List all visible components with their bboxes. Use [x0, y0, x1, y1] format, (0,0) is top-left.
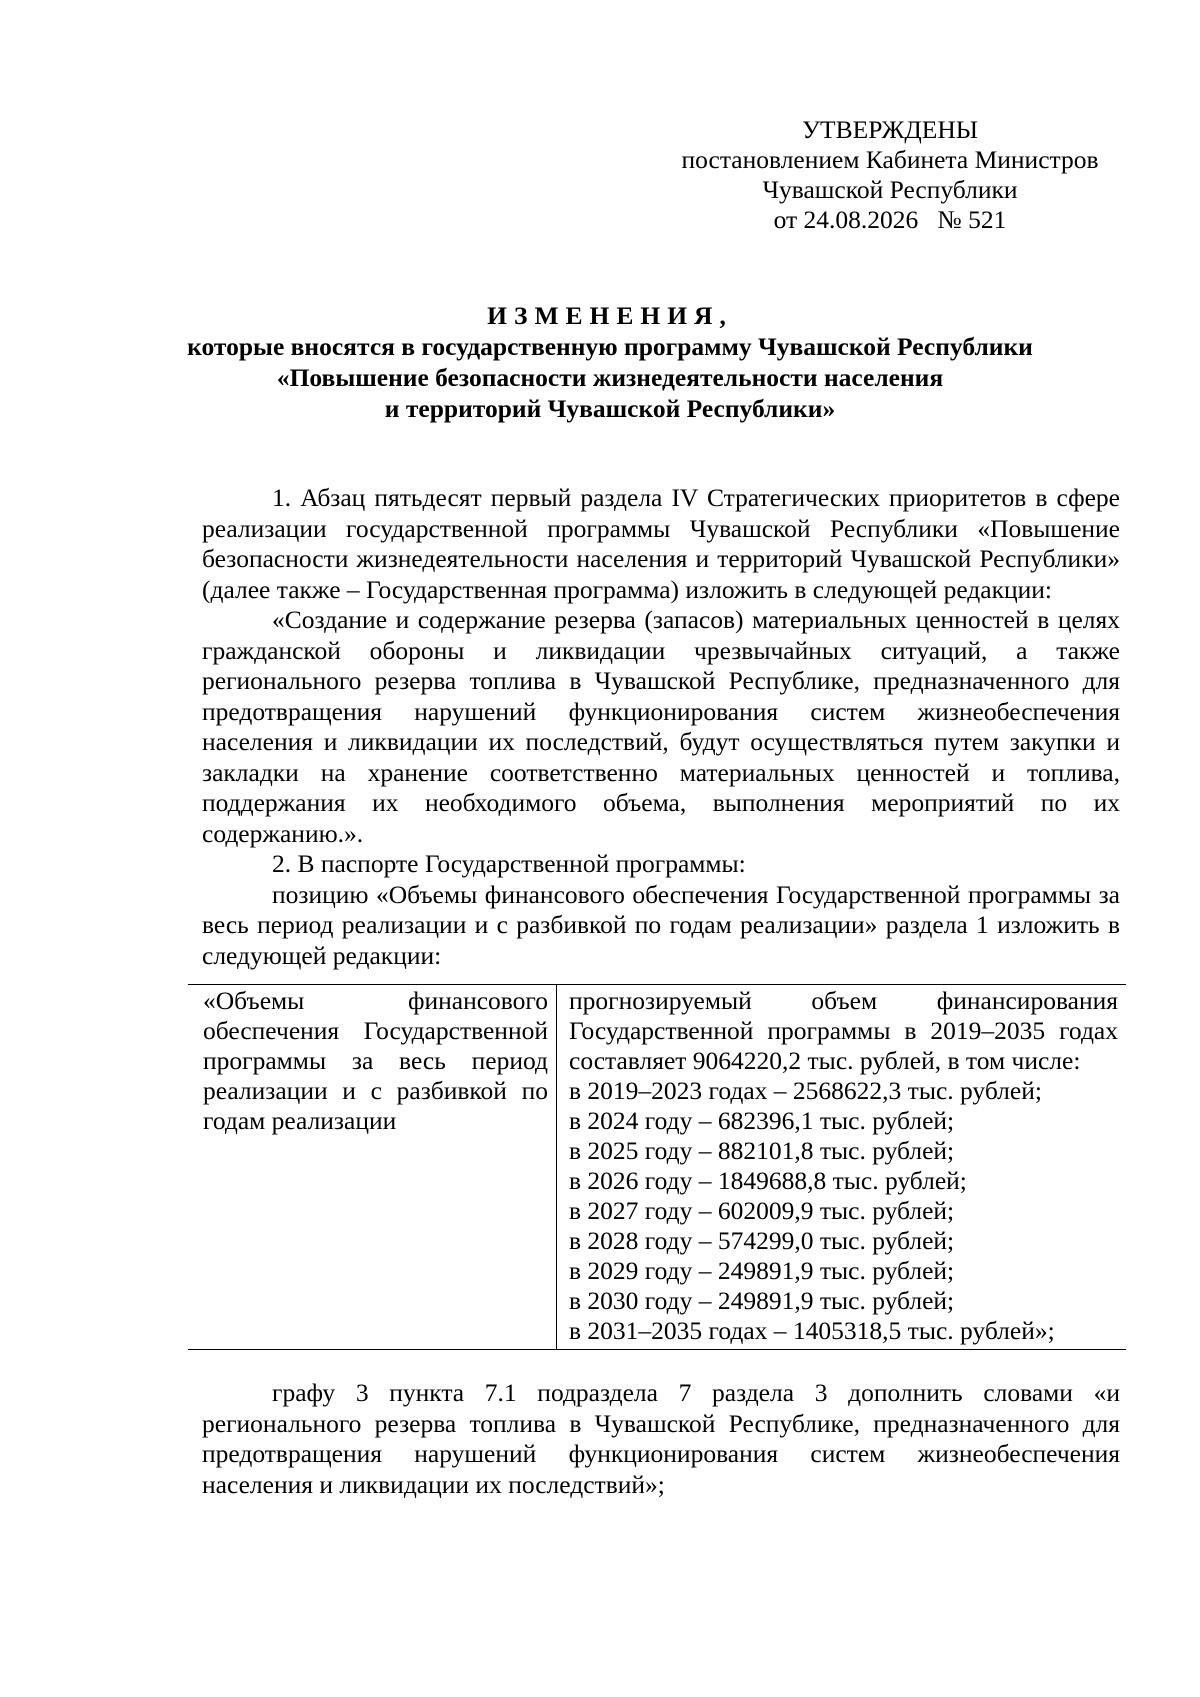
document-title [150, 300, 1070, 424]
finance-line: в 2026 году – 1849688,8 тыс. рублей; [569, 1166, 967, 1195]
table-cell-label: «Объемы финансового обеспечения Государственной программы за весь период реализации и с разбивкой по годам реализации [188, 985, 557, 1350]
finance-line: в 2025 году – 882101,8 тыс. рублей; [569, 1136, 955, 1165]
approval-stamp [660, 115, 1120, 235]
finance-table [188, 984, 1126, 1350]
finance-line: в 2019–2023 годах – 2568622,3 тыс. рублей; [569, 1076, 1042, 1105]
finance-line: в 2027 году – 602009,9 тыс. рублей; [569, 1196, 955, 1225]
finance-line: в 2028 году – 574299,0 тыс. рублей; [569, 1226, 955, 1255]
paragraph-after: графу 3 пункта 7.1 подраздела 7 раздела 3 дополнить словами «и регионального резерва топлива в Чувашской Республике, предназначенного для предотвращения нарушений функционирования систем жизнеобеспечения населения и ликвидации их последствий»; [202, 1378, 1120, 1499]
approval-line-2: постановлением Кабинета Министров [681, 145, 1099, 174]
table-row [188, 985, 1126, 1350]
approval-line-4: от 24.08.2026 № 521 [773, 205, 1007, 234]
paragraph-quote: «Создание и содержание резерва (запасов) материальных ценностей в целях гражданской обороны и ликвидации чрезвычайных ситуаций, а также регионального резерва топлива в Чувашской Республике, предназначенного для предотвращения нарушений функционирования систем жизнеобеспечения населения и ликвидации их последствий, будут осуществляться путем закупки и закладки на хранение соответственно материальных ценностей и топлива, поддержания их необходимого объема, выполнения мероприятий по их содержанию.». [202, 605, 1120, 848]
approval-line-1: УТВЕРЖДЕНЫ [802, 115, 978, 144]
approval-line-3: Чувашской Республики [762, 175, 1018, 204]
title-line-1: которые вносятся в государственную программу Чувашской Республики [187, 332, 1033, 361]
paragraph-1: 1. Абзац пятьдесят первый раздела IV Стратегических приоритетов в сфере реализации государственной программы Чувашской Республики «Повышение безопасности жизнедеятельности населения и территорий Чувашской Республики» (далее также – Государственная программа) изложить в следующей редакции: [202, 483, 1120, 604]
finance-intro: прогнозируемый объем финансирования Государственной программы в 2019–2035 годах составляет 9064220,2 тыс. рублей, в том числе: [569, 986, 1118, 1075]
title-line-3: и территорий Чувашской Республики» [384, 394, 836, 423]
title-heading: ИЗМЕНЕНИЯ, [487, 301, 733, 330]
finance-line: в 2030 году – 249891,9 тыс. рублей; [569, 1286, 955, 1315]
title-line-2: «Повышение безопасности жизнедеятельности населения [276, 363, 944, 392]
paragraph-2: 2. В паспорте Государственной программы: [272, 849, 746, 878]
document-body [202, 483, 1120, 971]
finance-line: в 2029 году – 249891,9 тыс. рублей; [569, 1256, 955, 1285]
finance-line: в 2031–2035 годах – 1405318,5 тыс. рублей»; [569, 1316, 1055, 1345]
paragraph-position: позицию «Объемы финансового обеспечения Государственной программы за весь период реализации и с разбивкой по годам реализации» раздела 1 изложить в следующей редакции: [202, 879, 1120, 970]
finance-line: в 2024 году – 682396,1 тыс. рублей; [569, 1106, 955, 1135]
table-cell-values [557, 985, 1127, 1350]
document-after-table [202, 1378, 1120, 1500]
